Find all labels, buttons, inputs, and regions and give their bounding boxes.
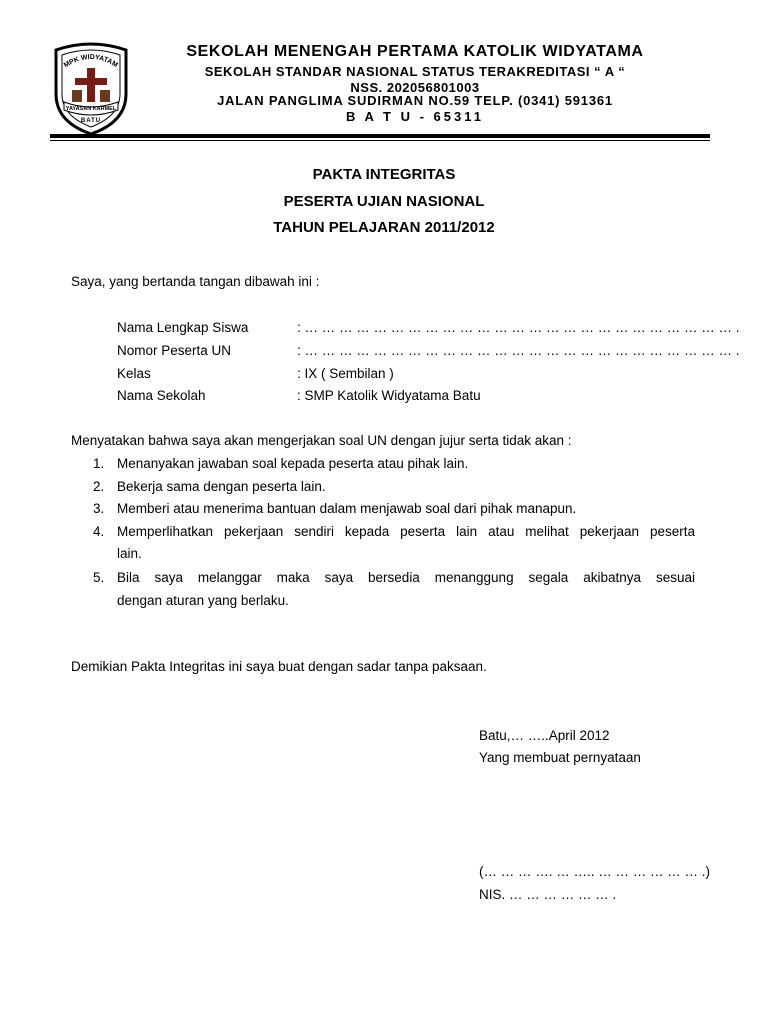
logo-ribbon-text: YAYASAN KARMEL <box>65 106 117 112</box>
city-line: B A T U - 65311 <box>346 109 484 124</box>
list-item-text: Memperlihatkan pekerjaan sendiri kepada peserta lain atau melihat pekerjaan peserta <box>117 524 695 539</box>
closing-text: Demikian Pakta Integritas ini saya buat dengan sadar tanpa paksaan. <box>71 659 487 674</box>
field-value-class: : IX ( Sembilan ) <box>297 366 394 381</box>
signature-place-date: Batu,… …..April 2012 <box>479 728 610 743</box>
list-item-number: 3. <box>93 501 105 516</box>
list-item-number: 1. <box>93 456 105 471</box>
logo-arc-text: MPK WIDYATAM <box>62 53 119 70</box>
field-value-exam-number: : … … … … … … … … … … … … … … … … … … … … … … … … … . <box>297 343 740 358</box>
list-item-text-continued: lain. <box>117 546 142 561</box>
nss-line: NSS. 202056801003 <box>350 80 480 95</box>
field-value-school: : SMP Katolik Widyatama Batu <box>297 388 481 403</box>
list-item-number: 5. <box>93 570 105 585</box>
list-item-text-continued: dengan aturan yang berlaku. <box>117 593 289 608</box>
signature-signer-label: Yang membuat pernyataan <box>479 750 641 765</box>
list-item-number: 2. <box>93 479 105 494</box>
accreditation-line: SEKOLAH STANDAR NASIONAL STATUS TERAKREDITASI “ A “ <box>204 64 626 79</box>
signature-nis: NIS. … … … … … … . <box>479 887 617 902</box>
list-item-text: Memberi atau menerima bantuan dalam menjawab soal dari pihak manapun. <box>117 501 577 516</box>
document-title: PAKTA INTEGRITAS <box>312 166 456 183</box>
list-item-text: Bekerja sama dengan peserta lain. <box>117 479 326 494</box>
list-item-number: 4. <box>93 524 105 539</box>
intro-text: Saya, yang bertanda tangan dibawah ini : <box>71 274 320 289</box>
field-value-name: : … … … … … … … … … … … … … … … … … … … … … … … … … . <box>297 320 740 335</box>
letterhead-divider-thick <box>50 134 710 138</box>
list-item-text: Menanyakan jawaban soal kepada peserta atau pihak lain. <box>117 456 469 471</box>
logo-bottom-text: BATU <box>80 118 102 124</box>
field-label-exam-number: Nomor Peserta UN <box>117 343 232 358</box>
academic-year: TAHUN PELAJARAN 2011/2012 <box>273 219 495 236</box>
field-label-name: Nama Lengkap Siswa <box>117 320 249 335</box>
field-label-school: Nama Sekolah <box>117 388 206 403</box>
school-logo <box>50 42 132 138</box>
address-line: JALAN PANGLIMA SUDIRMAN NO.59 TELP. (0341) 591361 <box>217 93 613 108</box>
statement-text: Menyatakan bahwa saya akan mengerjakan soal UN dengan jujur serta tidak akan : <box>71 433 572 448</box>
school-name: SEKOLAH MENENGAH PERTAMA KATOLIK WIDYATAMA <box>186 43 644 60</box>
field-label-class: Kelas <box>117 366 151 381</box>
list-item-text: Bila saya melanggar maka saya bersedia menanggung segala akibatnya sesuai <box>117 570 695 585</box>
signature-name-blank: (… … … …. … ….. … … … … … … .) <box>479 864 711 879</box>
document-subtitle: PESERTA UJIAN NASIONAL <box>283 193 485 210</box>
letterhead-divider-thin <box>50 140 710 141</box>
